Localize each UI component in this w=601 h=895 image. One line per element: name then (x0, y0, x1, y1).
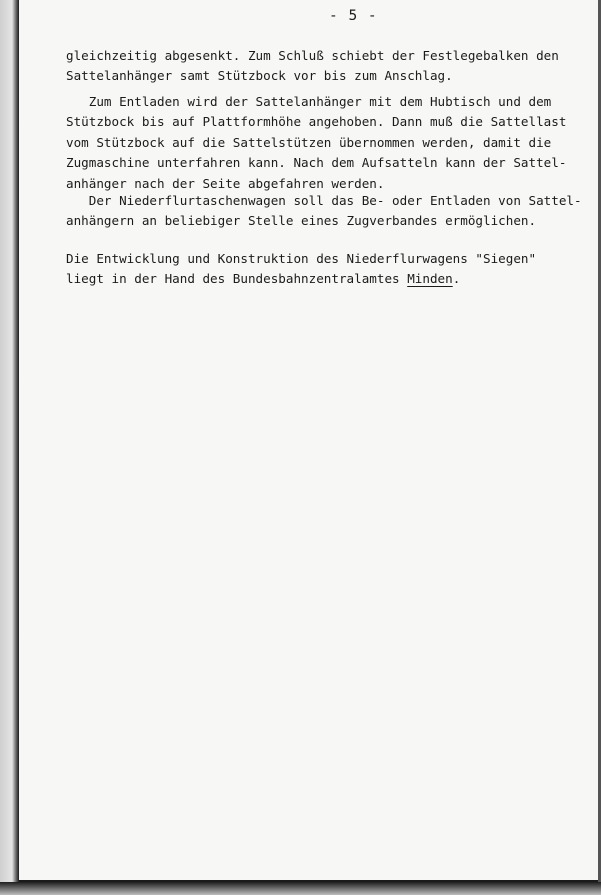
bottom-page-edge (0, 882, 601, 895)
page-number: - 5 - (329, 8, 378, 24)
text-line: vom Stützbock auf die Sattelstützen übernommen werden, damit die (66, 134, 552, 150)
paragraph-4 (66, 249, 586, 290)
paragraph-3 (66, 191, 586, 232)
text-line: Stützbock bis auf Plattformhöhe angehoben. Dann muß die Sattellast (66, 114, 567, 130)
text-line: Die Entwicklung und Konstruktion des Niederflurwagens "Siegen" (66, 251, 537, 266)
text-line: Zum Entladen wird der Sattelanhänger mit dem Hubtisch und dem (66, 94, 552, 109)
text-line: anhängern an beliebiger Stelle eines Zugverbandes ermöglichen. (66, 213, 537, 229)
text-line: gleichzeitig abgesenkt. Zum Schluß schiebt der Festlegebalken den (66, 48, 559, 63)
text-line: Zugmaschine unterfahren kann. Nach dem Aufsatteln kann der Sattel- (66, 155, 567, 171)
text-line (66, 269, 586, 289)
text-line: Der Niederflurtaschenwagen soll das Be- oder Entladen von Sattel- (66, 193, 582, 208)
text-line: anhänger nach der Seite abgefahren werden. (66, 175, 385, 191)
text-line: Sattelanhänger samt Stützbock vor bis zum Anschlag. (66, 68, 453, 84)
left-page-edge (0, 0, 19, 895)
trailing-punctuation: . (452, 271, 461, 287)
paragraph-2 (66, 92, 586, 194)
document-page (19, 0, 601, 882)
paragraph-1 (66, 46, 586, 87)
text-line-start: liegt in der Hand des Bundesbahnzentralamtes (66, 271, 408, 287)
underlined-word: Minden (407, 271, 453, 287)
